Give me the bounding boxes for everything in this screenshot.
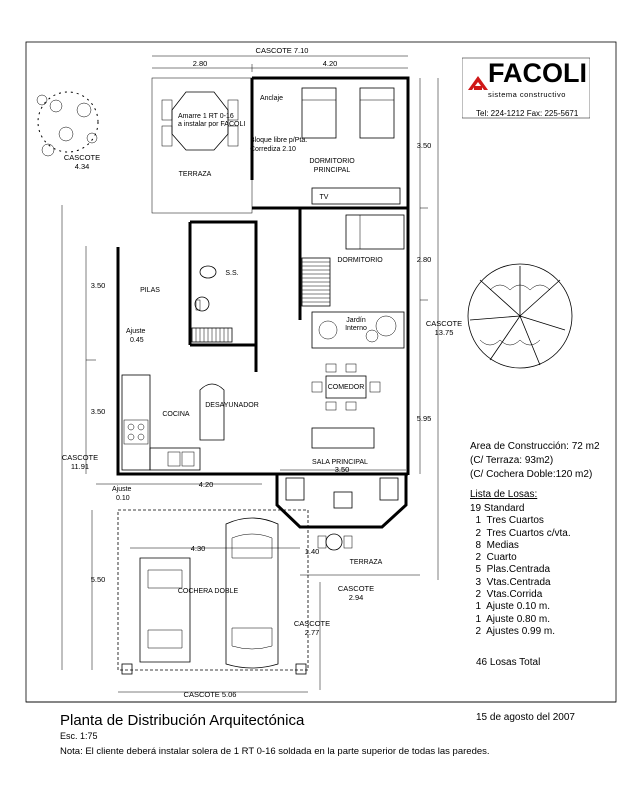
ajuste-010-note: Ajuste 0.10 [112, 486, 132, 502]
bloque-note: Bloque libre p/Pta. Corrediza 2.10 [250, 137, 308, 153]
dim-280-right: 2.80 [416, 255, 432, 264]
brand-name: FACOLI [488, 58, 587, 88]
room-dormitorio: DORMITORIO [337, 257, 383, 264]
room-comedor: COMEDOR [327, 384, 365, 391]
bathroom-fixtures [195, 266, 216, 311]
room-terraza-top: TERRAZA [178, 171, 212, 178]
dim-140: 1.40 [304, 547, 320, 556]
date-label: 15 de agosto del 2007 [476, 712, 575, 723]
tree-right-icon [468, 264, 572, 368]
tv-label: TV [319, 194, 329, 201]
room-jardin: Jardín Interno [345, 317, 367, 332]
losa-item: 1 Tres Cuartos [470, 515, 544, 527]
construction-area [470, 440, 600, 482]
footer-note: Nota: El cliente deberá instalar solera de 1 RT 0-16 soldada en la parte superior de todas las paredes. [60, 746, 490, 757]
dim-cascote-1375: CASCOTE 13.75 [425, 319, 463, 337]
losa-item: 2 Ajustes 0.99 m. [470, 625, 556, 637]
area-line-1: Area de Construcción: 72 m2 [470, 441, 600, 452]
page-title: Planta de Distribución Arquitectónica [60, 712, 305, 729]
room-cochera: COCHERA DOBLE [177, 588, 239, 595]
dim-cascote-1191: CASCOTE 11.91 [61, 453, 99, 471]
losa-item: 2 Cuarto [470, 552, 517, 564]
losa-item: 19 Standard [470, 503, 525, 514]
room-sala-principal: SALA PRINCIPAL [312, 459, 368, 466]
kitchen-counter [122, 375, 224, 470]
losas-total: 46 Losas Total [476, 657, 541, 668]
dim-350-sala: 3.50 [334, 465, 350, 474]
dim-350-left2: 3.50 [90, 407, 106, 416]
anclaje-note: Anclaje [260, 95, 283, 102]
dim-350-left1: 3.50 [90, 281, 106, 290]
room-desayunador: DESAYUNADOR [205, 402, 259, 409]
dim-420-top: 4.20 [322, 59, 338, 68]
dim-cascote-top: CASCOTE 7.10 [255, 46, 309, 55]
ajuste-045-note: Ajuste 0.45 [126, 328, 146, 344]
dim-280-top: 2.80 [192, 59, 208, 68]
dim-cascote-bottom: CASCOTE 5.06 [183, 690, 237, 699]
dim-595: 5.95 [416, 414, 432, 423]
losas-title: Lista de Losas: [470, 489, 538, 500]
losa-item: 1 Ajuste 0.80 m. [470, 613, 551, 625]
losa-item: 8 Medias [470, 539, 519, 551]
losa-item: 3 Vtas.Centrada [470, 576, 551, 588]
dim-550: 5.50 [90, 575, 106, 584]
losa-item: 2 Tres Cuartos c/vta. [470, 527, 571, 539]
dim-350-right-top: 3.50 [416, 141, 432, 150]
amarre-note: Amarre 1 RT 0-16 a instalar por FACOLI [178, 113, 246, 128]
room-ss: S.S. [225, 270, 239, 277]
scale-label: Esc. 1:75 [60, 731, 98, 741]
room-terraza-bottom: TERRAZA [349, 559, 383, 566]
area-line-2: (C/ Terraza: 93m2) [470, 455, 554, 466]
room-pilas: PILAS [140, 287, 160, 294]
stairs [192, 258, 330, 342]
dim-430: 4.30 [190, 544, 206, 553]
dim-420-mid: 4.20 [198, 480, 214, 489]
losas-list [470, 503, 571, 638]
losa-item: 1 Ajuste 0.10 m. [470, 601, 551, 613]
area-line-3: (C/ Cochera Doble:120 m2) [470, 469, 593, 480]
losa-item: 2 Vtas.Corrida [470, 589, 543, 601]
tree-left-icon [37, 92, 98, 156]
brand-contact: Tel: 224-1212 Fax: 225-5671 [476, 109, 579, 118]
room-cocina: COCINA [162, 411, 190, 418]
dim-cascote-294: CASCOTE 2.94 [337, 584, 375, 602]
dim-cascote-277: CASCOTE 2.77 [293, 619, 331, 637]
losa-item: 5 Plas.Centrada [470, 564, 551, 576]
brand-tagline: sistema constructivo [488, 90, 566, 99]
terrace-table [318, 534, 352, 550]
terrace-deck [152, 78, 252, 213]
room-dormitorio-principal: DORMITORIO PRINCIPAL [309, 158, 355, 174]
dim-cascote-left-top: CASCOTE 4.34 [63, 153, 101, 171]
